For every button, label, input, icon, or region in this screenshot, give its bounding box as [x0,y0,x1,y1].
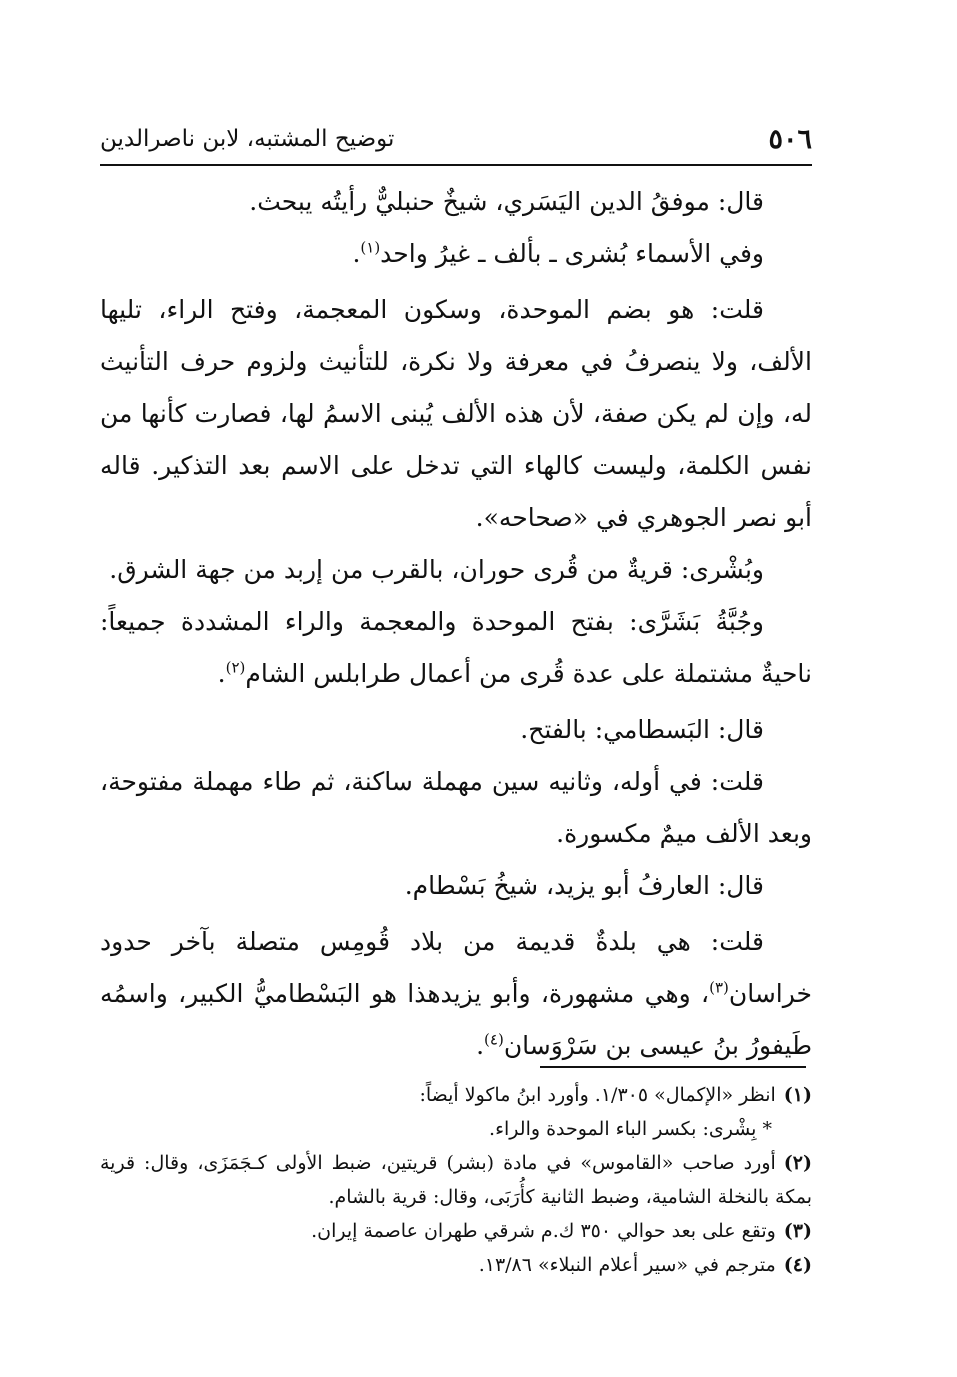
footnote-ref-3[interactable]: (٣) [709,978,729,997]
paragraph-2-text: وفي الأسماء بُشرى ـ بألف ـ غيرُ واحد [380,239,764,268]
footnote-text: مترجم في «سير أعلام النبلاء» ١٣/٨٦. [478,1254,776,1276]
footnote-number: (٢) [783,1152,812,1174]
paragraph-9-text-1: قلت: هي بلدةٌ قديمة من بلاد قُومِس متصلة بآخر حدود خراسان [100,927,812,1008]
page-number: ٥٠٦ [768,124,812,155]
footnote-text: وتقع على بعد حوالي ٣٥٠ ك.م شرقي طهران عاصمة إيران. [311,1220,776,1242]
footnote-number: (١) [783,1084,812,1106]
paragraph-2-end: . [352,239,361,268]
paragraph-5-end: . [217,659,226,688]
paragraph-5 [100,596,812,700]
page-header [100,118,812,166]
footnote-1 [100,1078,812,1112]
footnote-ref-4[interactable]: (٤) [484,1030,504,1049]
paragraph-9 [100,916,812,1072]
footnote-number: (٤) [783,1254,812,1276]
paragraph-8: قال: العارفُ أبو يزيد، شيخُ بَسْطام. [404,871,764,900]
paragraph-9-text-2: ، وهي مشهورة، وأبو يزيدهذا هو البَسْطاميُّ الكبير، واسمُه طَيفورُ بنُ عيسى بن سَرْوَسان [100,979,812,1060]
footnotes [100,1078,812,1282]
footnote-ref-2[interactable]: (٢) [225,658,246,677]
footnote-divider [540,1066,806,1068]
footnote-number: (٣) [783,1220,812,1242]
footnote-text: أورد صاحب «القاموس» في مادة (بشر) قريتين، ضبط الأولى كـجَمَزَى، وقال: قرية بمكة بالنخلة الشامية، وضبط الثانية كأُرَبَى، وقال: قرية بالشام. [100,1152,812,1208]
paragraph-5-text: وجُبَّةُ بَشَرَّى: بفتح الموحدة والمعجمة والراء المشددة جميعاً: ناحيةٌ مشتملة على عدة قُرى من أعمال طرابلس الشام [100,607,812,688]
footnote-1-sub [100,1112,812,1146]
footnote-2 [100,1146,812,1214]
paragraph-9-end: . [476,1031,485,1060]
paragraph-3: قلت: هو بضم الموحدة، وسكون المعجمة، وفتح الراء، تليها الألف، ولا ينصرفُ في معرفة ولا نكرة، للتأنيث ولزوم حرف التأنيث له، وإن لم يكن صفة، لأن هذه الألف يُبنى الاسمُ لها، فصارت كأنها من نفس الكلمة، وليست كالهاء التي تدخل على الاسم بعد التذكير. قاله أبو نصر الجوهري في «صحاحه». [100,295,812,532]
footnote-3 [100,1214,812,1248]
paragraph-4: وبُشْرى: قريةٌ من قُرى حوران، بالقرب من إربد من جهة الشرق. [109,555,764,584]
main-text [100,176,812,1072]
footnote-4 [100,1248,812,1282]
footnote-text: * بِشْرى: بكسر الباء الموحدة والراء. [489,1118,772,1140]
running-title: توضيح المشتبه، لابن ناصرالدين [100,126,395,152]
paragraph-2 [100,228,812,280]
paragraph-1: قال: موفقُ الدين اليَسَري، شيخٌ حنبليٌّ رأيتُه يبحث. [249,187,764,216]
footnote-ref-1[interactable]: (١) [360,238,381,257]
footnote-text: انظر «الإكمال» ١/٣٠٥. وأورد ابنُ ماكولا أيضاً: [419,1084,776,1106]
paragraph-6: قال: البَسطامي: بالفتح. [520,715,764,744]
paragraph-7: قلت: في أوله، وثانيه سين مهملة ساكنة، ثم طاء مهملة مفتوحة، وبعد الألف ميمٌ مكسورة. [100,767,812,848]
